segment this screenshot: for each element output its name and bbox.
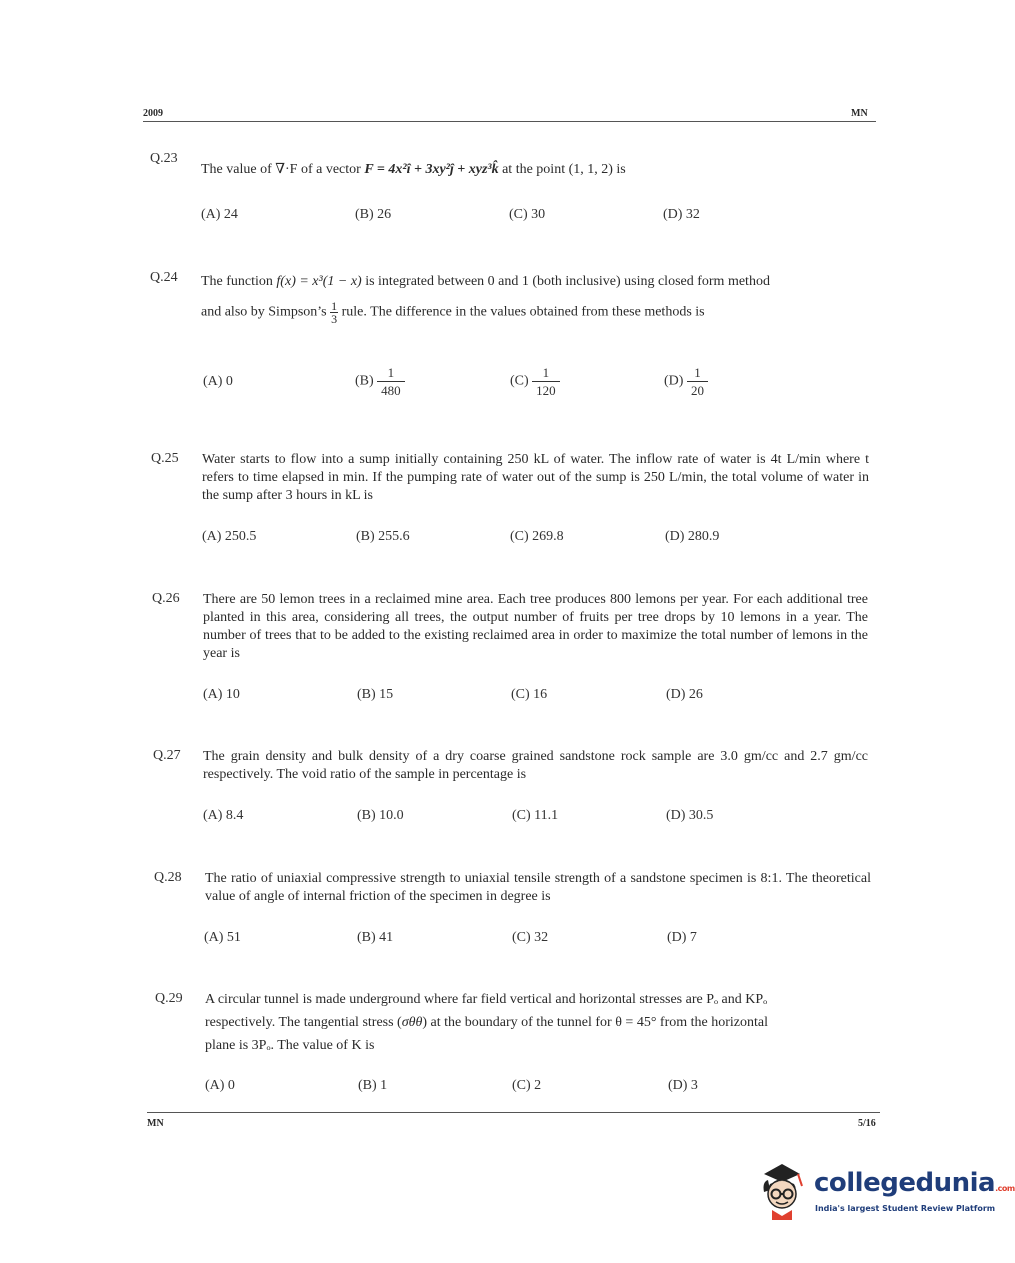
fraction-denominator: 480 — [377, 381, 405, 397]
fraction-one-third — [330, 300, 338, 325]
option-a: (A) 0 — [205, 1078, 235, 1093]
option-c: (C) 2 — [512, 1078, 542, 1093]
brand-text: collegedunia — [814, 1168, 996, 1198]
header-code: MN — [851, 108, 868, 119]
fraction-denominator: 120 — [532, 381, 560, 397]
option-d: (D) 30.5 — [666, 808, 714, 823]
option-d: (D) 7 — [667, 930, 697, 945]
fraction-numerator: 1 — [694, 365, 701, 380]
question-number: Q.27 — [153, 748, 181, 763]
question-text-line1: A circular tunnel is made underground where far field vertical and horizontal stresses are Pₒ and KPₒ — [205, 992, 768, 1007]
question-text-part: is integrated between 0 and 1 (both inclusive) using closed form method — [361, 274, 770, 289]
question-number: Q.26 — [152, 591, 180, 606]
question-text: The grain density and bulk density of a dry coarse grained sandstone rock sample are 3.0 gm/cc and 2.7 gm/cc respectively. The void ratio of the sample in percentage is — [203, 749, 868, 782]
header-rule — [143, 121, 876, 122]
option-b — [355, 366, 405, 397]
option-fraction — [377, 366, 405, 397]
footer-rule — [147, 1112, 880, 1113]
fraction-denominator: 3 — [331, 312, 338, 326]
question-text: There are 50 lemon trees in a reclaimed mine area. Each tree produces 800 lemons per year. For each additional tree planted in this area, considering all trees, the output number of fruits per tree drops by 10 lemons in a year. The number of trees that to be added to the existing reclaimed area in order to maximize the total number of lemons in the year is — [203, 592, 868, 661]
brand-tagline: India's largest Student Review Platform — [815, 1204, 996, 1213]
option-label: (B) — [355, 373, 374, 389]
fraction-numerator: 1 — [331, 299, 338, 313]
option-fraction — [532, 366, 560, 397]
fraction-denominator: 20 — [687, 381, 708, 397]
question-text-line1 — [201, 273, 770, 291]
option-label: (D) — [664, 373, 684, 389]
tangential-stress-symbol: σθθ — [401, 1015, 423, 1030]
option-b: (B) 26 — [355, 207, 392, 222]
question-text-part: rule. The difference in the values obtained from these methods is — [338, 304, 705, 320]
question-text-line3: plane is 3Pₒ. The value of K is — [205, 1038, 375, 1053]
option-d: (D) 32 — [663, 207, 700, 222]
option-a: (A) 10 — [203, 687, 240, 702]
fraction-numerator: 1 — [387, 365, 395, 380]
footer-code: MN — [147, 1118, 164, 1129]
question-text — [201, 161, 626, 179]
question-number: Q.24 — [150, 270, 178, 285]
option-b: (B) 15 — [357, 687, 394, 702]
option-d: (D) 280.9 — [665, 529, 720, 544]
option-c: (C) 11.1 — [512, 808, 559, 823]
brand-suffix: .com — [995, 1184, 1015, 1193]
question-text-part: The function — [201, 274, 277, 289]
question-number: Q.25 — [151, 451, 179, 466]
option-b: (B) 10.0 — [357, 808, 404, 823]
option-a: (A) 0 — [203, 374, 233, 389]
question-number: Q.29 — [155, 991, 183, 1006]
footer-page-number: 5/16 — [858, 1118, 876, 1129]
option-b: (B) 255.6 — [356, 529, 410, 544]
question-number: Q.23 — [150, 151, 178, 166]
brand-name — [814, 1168, 1015, 1198]
function-expression: f(x) = x³(1 − x) — [276, 274, 362, 289]
option-c: (C) 269.8 — [510, 529, 564, 544]
option-d: (D) 3 — [668, 1078, 698, 1093]
option-c — [510, 366, 560, 397]
vector-expression: F = 4x²î + 3xy²ĵ + xyz³k̂ — [364, 162, 499, 177]
option-c: (C) 32 — [512, 930, 549, 945]
question-text-part: at the point (1, 1, 2) is — [498, 162, 626, 177]
question-text-part: ) at the boundary of the tunnel for θ = 45° from the horizontal — [422, 1015, 768, 1030]
option-d: (D) 26 — [666, 687, 703, 702]
collegedunia-watermark — [754, 1158, 1015, 1224]
question-text: Water starts to flow into a sump initially containing 250 kL of water. The inflow rate of water is 4t L/min where t refers to time elapsed in min. If the pumping rate of water out of the sump is 250 L/min, the total volume of water in the sump after 3 hours in kL is — [202, 452, 869, 503]
mascot-icon — [754, 1160, 810, 1222]
fraction-numerator: 1 — [542, 365, 550, 380]
option-fraction — [687, 366, 708, 397]
option-a: (A) 8.4 — [203, 808, 244, 823]
question-number: Q.28 — [154, 870, 182, 885]
option-d — [664, 366, 708, 397]
question-text-part: respectively. The tangential stress ( — [205, 1015, 402, 1030]
option-a: (A) 51 — [204, 930, 241, 945]
question-text-line2 — [201, 300, 705, 325]
option-a: (A) 24 — [201, 207, 238, 222]
question-text-part: The value of ∇·F of a vector — [201, 162, 365, 177]
option-b: (B) 41 — [357, 930, 394, 945]
question-text-part: and also by Simpson’s — [201, 304, 331, 320]
option-b: (B) 1 — [358, 1078, 388, 1093]
option-a: (A) 250.5 — [202, 529, 257, 544]
option-c: (C) 16 — [511, 687, 548, 702]
option-c: (C) 30 — [509, 207, 546, 222]
header-year: 2009 — [143, 108, 163, 119]
question-text-line2 — [205, 1014, 768, 1032]
option-label: (C) — [510, 373, 529, 389]
question-text: The ratio of uniaxial compressive strength to uniaxial tensile strength of a sandstone specimen is 8:1. The theoretical value of angle of internal friction of the specimen in degree is — [205, 871, 871, 904]
